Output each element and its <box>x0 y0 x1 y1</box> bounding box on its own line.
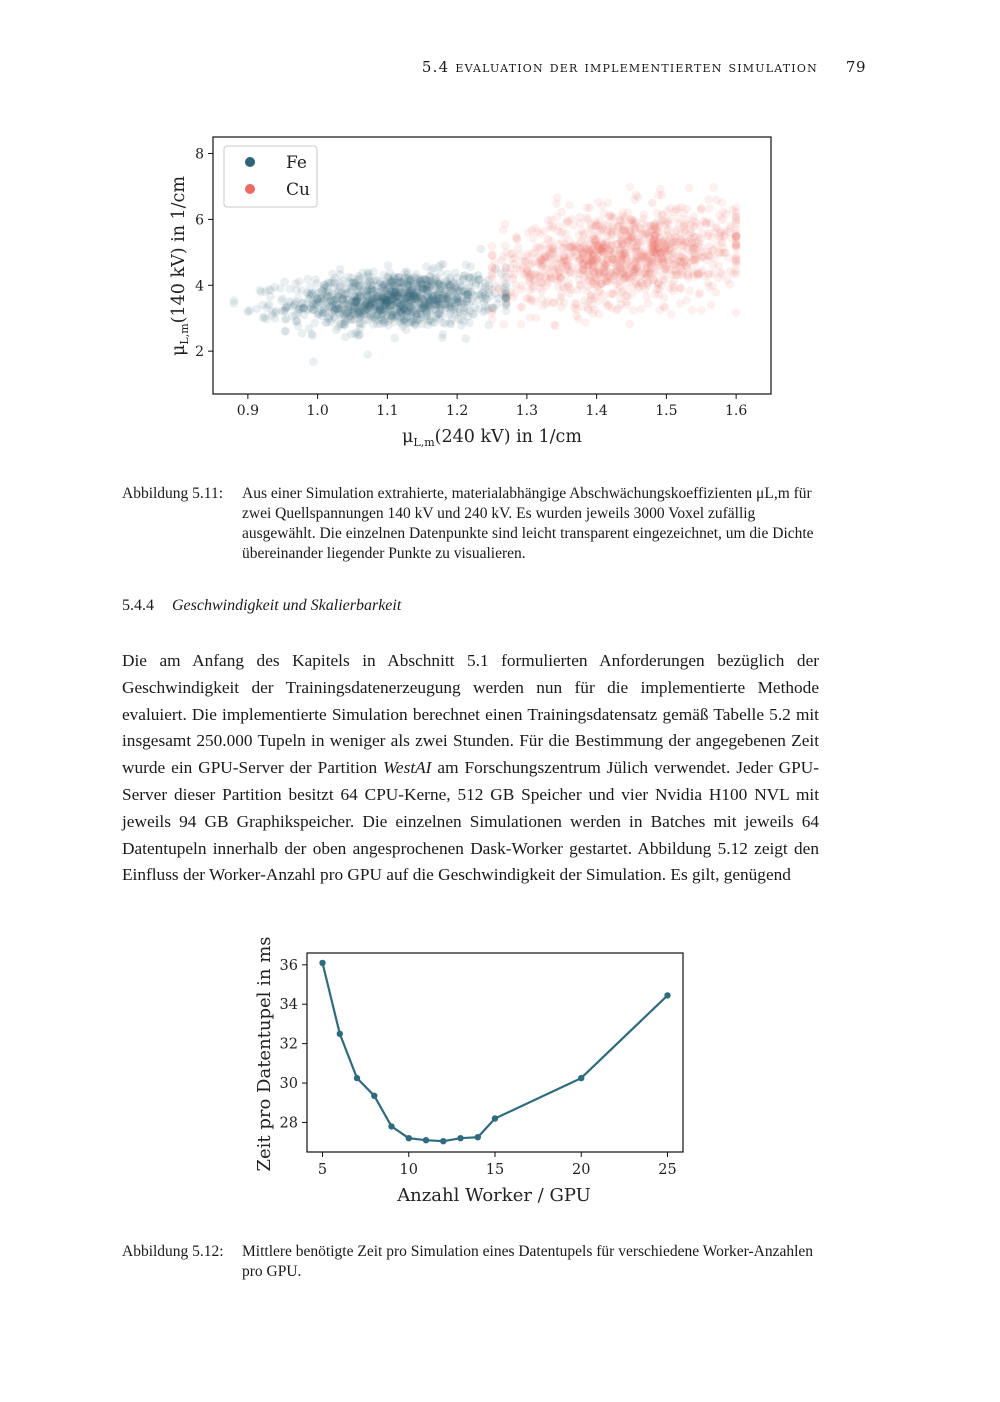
line-y-axis-label: Zeit pro Datentupel in ms <box>254 936 275 1172</box>
scatter-x-axis-label: $\mu_{L,m}(240$ kV) in 1/cm <box>402 427 582 449</box>
section-header-title: 5.4 evaluation der implementierten simulation <box>421 58 818 76</box>
paragraph-part-2: am Forschungszentrum Jülich verwendet. Jeder GPU-Server dieser Partition besitzt 64 CPU-Kerne, 512 GB Speicher und vier Nvidia H100 NVL mit jeweils 94 GB Graphikspeicher. Die einzelnen Simulationen werden in Batches mit jeweils 64 Datentupeln innerhalb der oben angesprochenen Dask-Worker gestartet. Abbildung 5.12 zeigt den Einfluss der Worker-Anzahl pro GPU auf die Geschwindigkeit der Simulation. Es gilt, genügend <box>122 758 819 885</box>
x-tick-label: 1.6 <box>724 403 748 419</box>
caption-label: Abbildung 5.12: <box>122 1243 224 1260</box>
y-tick-label: 30 <box>279 1076 298 1093</box>
y-tick-label: 36 <box>279 957 298 974</box>
x-tick-label: 1.1 <box>376 403 399 419</box>
x-tick-label: 5 <box>317 1162 328 1178</box>
section-title: Geschwindigkeit und Skalierbarkeit <box>172 597 402 614</box>
y-tick-label: 32 <box>279 1036 298 1053</box>
page-number: 79 <box>845 58 866 76</box>
line-axes <box>280 958 677 1178</box>
legend-label-cu: Cu <box>286 180 310 200</box>
data-point <box>337 1031 343 1037</box>
line-series-layer <box>319 960 670 1145</box>
x-tick-label: 10 <box>399 1162 418 1178</box>
y-tick-label: 6 <box>195 212 204 229</box>
data-point <box>406 1135 412 1141</box>
paragraph-emphasis: WestAI <box>383 758 432 778</box>
caption-text: Mittlere benötigte Zeit pro Simulation eines Datentupels für verschiedene Worker-Anzahlen pro GPU. <box>242 1243 814 1280</box>
paragraph-part-1: Die am Anfang des Kapitels in Abschnitt 5.1 formulierten Anforderungen bezüglich der Geschwindigkeit der Trainingsdatenerzeugung werden nun für die implementierte Methode evaluiert. Die implementierte Simulation berechnet einen Trainingsdatensatz gemäß Tabelle 5.2 mit insgesamt 250.000 Tupeln in weniger als zwei Stunden. Für die Bestimmung der angegebenen Zeit wurde ein GPU-Server der Partition <box>122 651 819 778</box>
legend-label-fe: Fe <box>286 153 307 173</box>
y-tick-label: 2 <box>195 344 204 361</box>
figure-5-12-caption <box>122 1242 822 1282</box>
y-tick-label: 28 <box>279 1115 298 1132</box>
y-tick-label: 4 <box>195 278 204 295</box>
x-tick-label: 25 <box>658 1162 677 1178</box>
data-point <box>319 960 325 966</box>
line-x-axis-label: Anzahl Worker / GPU <box>397 1185 591 1206</box>
x-tick-label: 1.3 <box>515 403 539 419</box>
y-tick-label: 8 <box>195 146 204 163</box>
x-tick-label: 15 <box>485 1162 505 1178</box>
x-tick-label: 1.0 <box>306 403 329 419</box>
line-plot-frame <box>307 953 683 1152</box>
data-point <box>457 1135 463 1141</box>
y-tick-label: 34 <box>279 997 298 1014</box>
data-point <box>354 1075 360 1081</box>
x-tick-label: 1.2 <box>445 403 469 419</box>
scatter-y-axis-label: $\mu_{L,m}(140$ kV) in 1/cm <box>169 176 191 356</box>
data-point <box>578 1075 584 1081</box>
x-tick-label: 0.9 <box>236 403 260 419</box>
data-point <box>423 1137 429 1143</box>
caption-label: Abbildung 5.11: <box>122 485 224 502</box>
data-point <box>371 1093 377 1099</box>
caption-text: Aus einer Simulation extrahierte, materialabhängige Abschwächungskoeffizienten μL,m für zwei Quellspannungen 140 kV und 240 kV. Es wurden jeweils 3000 Voxel zufällig ausgewählt. Die einzelnen Datenpunkte sind leicht transparent eingezeichnet, um die Dichte übereinander liegender Punkte zu visualieren. <box>242 485 814 562</box>
data-point <box>664 992 670 998</box>
data-point <box>440 1138 446 1144</box>
section-number: 5.4.4 <box>122 597 154 614</box>
x-tick-label: 1.5 <box>655 403 678 419</box>
data-point <box>475 1134 481 1140</box>
series-line <box>323 963 668 1141</box>
x-tick-label: 20 <box>572 1162 591 1178</box>
data-point <box>492 1115 498 1121</box>
x-tick-label: 1.4 <box>585 403 608 419</box>
data-point <box>388 1123 394 1129</box>
